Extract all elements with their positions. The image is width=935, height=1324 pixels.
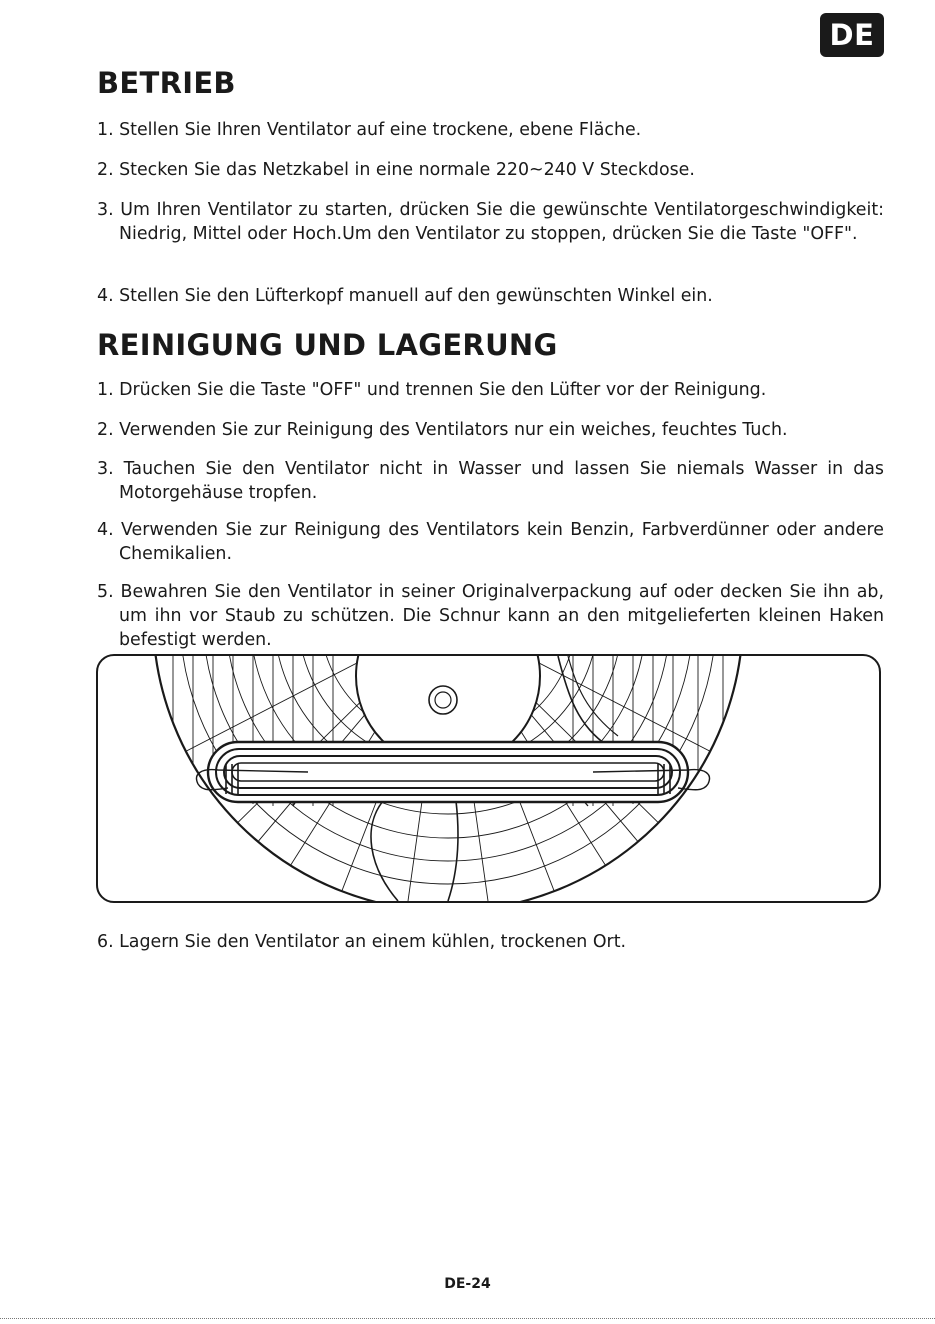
page-bottom-divider [0,1318,935,1319]
language-tab: DE [820,13,884,57]
list-item [97,198,884,246]
list-item: 4. Verwenden Sie zur Reinigung des Ventilators kein Benzin, Farbverdünner oder andere Chemikalien. [97,520,884,564]
list-item: 2. Verwenden Sie zur Reinigung des Ventilators nur ein weiches, feuchtes Tuch. [97,420,788,440]
list-item: 6. Lagern Sie den Ventilator an einem kühlen, trockenen Ort. [97,932,627,952]
page-number: DE-24 [444,1276,491,1292]
section-heading-betrieb: BETRIEB [97,66,236,100]
cord-on-hooks [197,742,710,802]
section-heading-reinigung: REINIGUNG UND LAGERUNG [97,328,558,362]
fan-cord-hook-illustration [96,654,881,903]
list-item: 2. Stecken Sie das Netzkabel in eine normale 220~240 V Steckdose. [97,160,695,180]
list-item: 3. Tauchen Sie den Ventilator nicht in Wasser und lassen Sie niemals Wasser in das Motorgehäuse tropfen. [97,459,884,503]
list-item-text: 3. Um Ihren Ventilator zu starten, drücken Sie die gewünschte Ventilatorgeschwindigkeit: Niedrig, Mittel oder Hoch.Um den Ventilator zu stoppen, drücken Sie die Taste "OFF". [97,200,884,244]
list-item: 1. Stellen Sie Ihren Ventilator auf eine trockene, ebene Fläche. [97,120,642,140]
fan-guard-drawing [98,656,879,901]
list-item: 1. Drücken Sie die Taste "OFF" und trennen Sie den Lüfter vor der Reinigung. [97,380,767,400]
list-item: 4. Stellen Sie den Lüfterkopf manuell auf den gewünschten Winkel ein. [97,286,713,306]
list-item: 5. Bewahren Sie den Ventilator in seiner Originalverpackung auf oder decken Sie ihn ab, um ihn vor Staub zu schützen. Die Schnur kann an den mitgelieferten kleinen Haken befestigt werden. [97,582,884,650]
